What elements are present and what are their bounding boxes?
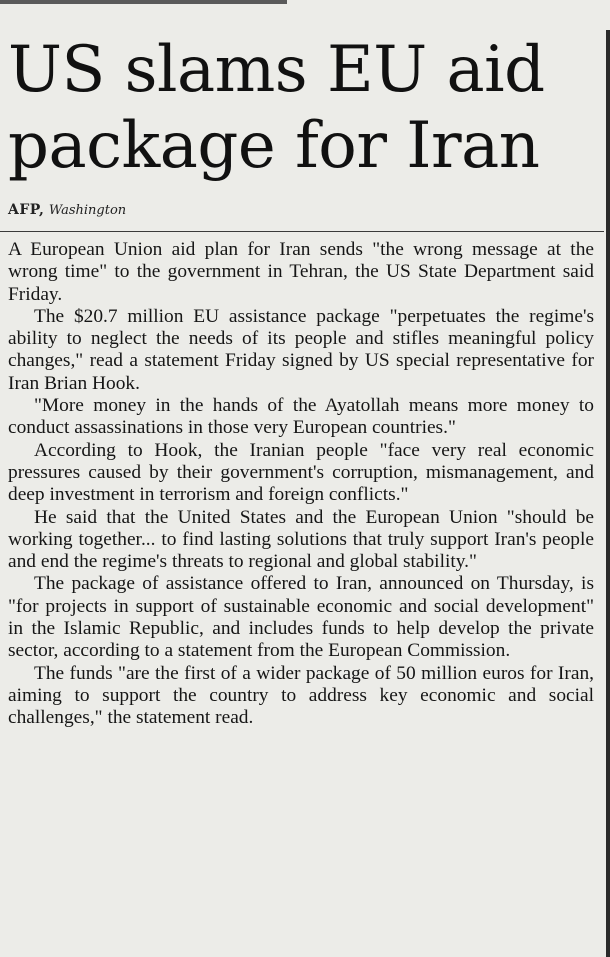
paragraph-5: He said that the United States and the European Union "should be working together... to find lasting solutions that truly support Iran's people and end the regime's threats to regional and global stability.": [8, 506, 594, 573]
paragraph-3: "More money in the hands of the Ayatollah means more money to conduct assassinations in those very European countries.": [8, 395, 594, 439]
paragraph-7: The funds "are the first of a wider package of 50 million euros for Iran, aiming to support the country to address key economic and social challenges," the statement read.: [8, 662, 594, 729]
article-body: [8, 239, 594, 730]
byline-divider: [0, 231, 604, 232]
byline-location: Washington: [48, 203, 127, 218]
column-edge-rule: [606, 30, 610, 957]
top-rule: [0, 0, 287, 4]
byline: [8, 202, 126, 218]
byline-agency: AFP,: [8, 202, 45, 218]
headline: US slams EU aid package for Iran: [8, 33, 545, 183]
paragraph-4: According to Hook, the Iranian people "face very real economic pressures caused by their government's corruption, mismanagement, and deep investment in terrorism and foreign conflicts.": [8, 439, 594, 506]
paragraph-6: The package of assistance offered to Iran, announced on Thursday, is "for projects in support of sustainable economic and social development" in the Islamic Republic, and includes funds to help develop the private sector, according to a statement from the European Commission.: [8, 573, 594, 662]
paragraph-2: The $20.7 million EU assistance package "perpetuates the regime's ability to neglect the needs of its people and stifles meaningful policy changes," read a statement Friday signed by US special representative for Iran Brian Hook.: [8, 305, 594, 394]
paragraph-1: A European Union aid plan for Iran sends "the wrong message at the wrong time" to the government in Tehran, the US State Department said Friday.: [8, 239, 594, 305]
